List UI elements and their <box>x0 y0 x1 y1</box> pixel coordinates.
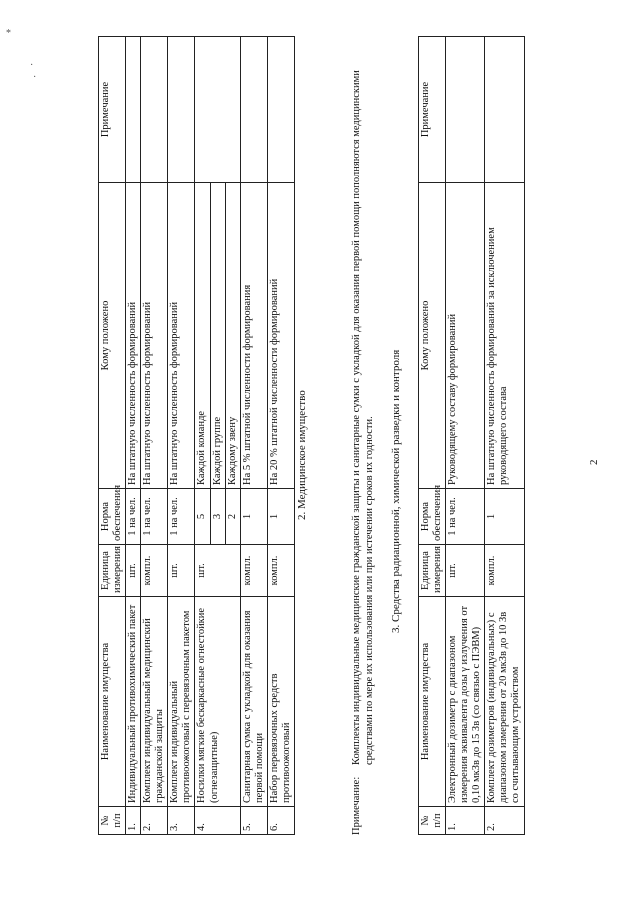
table-header-row <box>99 37 126 835</box>
margin-mark: · <box>33 72 37 83</box>
item-unit: шт. <box>446 545 485 597</box>
item-name: Электронный дозиметр с диапазоном измерения эквивалента дозы γ излучения от 0,10 мкЗв до 15 Зв (со связью с ПЭВМ) <box>446 597 485 807</box>
table-row <box>126 37 141 835</box>
page-number: 2 <box>588 459 600 465</box>
item-recipient: На 5 % штатной численности формирования <box>240 183 267 489</box>
table-row <box>168 37 195 835</box>
item-name: Носилки мягкие бескаркасные огнестойкие (огнезащитные) <box>195 597 240 807</box>
item-recipient: На штатную численность формирований <box>141 183 168 489</box>
item-name: Набор перевязочных средств противоожоговый <box>267 597 294 807</box>
header-cell: Наименование имущества <box>419 597 446 807</box>
radiation-equipment-table <box>418 36 525 835</box>
row-number: 5. <box>240 807 267 835</box>
item-recipient: На штатную численность формирований <box>126 183 141 489</box>
item-recipient: На штатную численность формирований <box>168 183 195 489</box>
margin-mark: · <box>30 60 34 71</box>
item-unit: компл. <box>485 545 524 597</box>
item-norm: 1 на чел. <box>446 489 485 545</box>
item-name: Комплект дозиметров (индивидуальных) с диапазоном измерения от 20 мкЗв до 10 Зв со считывающим устройством <box>485 597 524 807</box>
item-norm: 1 на чел. <box>141 489 168 545</box>
row-number: 4. <box>195 807 240 835</box>
header-cell: Примечание <box>99 37 126 183</box>
table-row <box>485 37 524 835</box>
item-note <box>168 37 195 183</box>
section-3-title: 3. Средства радиационной, химической разведки и контроля <box>390 349 402 633</box>
item-recipient: На 20 % штатной численности формирований <box>267 183 294 489</box>
row-number: 1. <box>446 807 485 835</box>
header-cell: Примечание <box>419 37 446 183</box>
table-row <box>141 37 168 835</box>
table-row <box>240 37 267 835</box>
item-name: Комплект индивидуальный медицинский гражданской защиты <box>141 597 168 807</box>
item-norm: 1 <box>267 489 294 545</box>
table-row <box>267 37 294 835</box>
item-note <box>267 37 294 183</box>
item-unit: шт. <box>126 545 141 597</box>
row-number: 3. <box>168 807 195 835</box>
item-unit: компл. <box>240 545 267 597</box>
item-note <box>195 37 240 183</box>
header-cell: Единица измерения <box>419 545 446 597</box>
item-unit: шт. <box>195 545 240 597</box>
item-name: Комплект индивидуальный противоожоговый с перевязочным пакетом <box>168 597 195 807</box>
item-recipient: Руководящему составу формирований <box>446 183 485 489</box>
section-2-title: 2. Медицинское имущество <box>296 390 308 520</box>
item-norm: 2 <box>225 489 240 545</box>
table-row <box>446 37 485 835</box>
item-norm: 5 <box>195 489 210 545</box>
row-number: 2. <box>485 807 524 835</box>
row-number: 2. <box>141 807 168 835</box>
item-norm: 1 <box>485 489 524 545</box>
item-norm: 1 на чел. <box>168 489 195 545</box>
header-cell: № п/п <box>419 807 446 835</box>
header-cell: Норма обеспечения <box>99 489 126 545</box>
medical-equipment-table <box>98 36 295 835</box>
item-norm: 3 <box>210 489 225 545</box>
header-cell: Кому положено <box>419 183 446 489</box>
item-name: Индивидуальный противохимический пакет <box>126 597 141 807</box>
margin-mark: * <box>6 28 11 39</box>
header-cell: Кому положено <box>99 183 126 489</box>
item-note <box>240 37 267 183</box>
item-unit: компл. <box>141 545 168 597</box>
note-text: Комплекты индивидуальные медицинские гражданской защиты и санитарные сумки с укладкой для оказания первой помощи пополняются медицинскими средствами по мере их использования или при истечении сроков их годности. <box>351 70 376 765</box>
item-recipient: Каждому звену <box>225 183 240 489</box>
table-row <box>195 37 210 835</box>
item-name: Санитарная сумка с укладкой для оказания первой помощи <box>240 597 267 807</box>
item-recipient: На штатную численность формирований за исключением руководящего состава <box>485 183 524 489</box>
item-note <box>485 37 524 183</box>
item-unit: шт. <box>168 545 195 597</box>
row-number: 1. <box>126 807 141 835</box>
item-unit: компл. <box>267 545 294 597</box>
note-label: Примечание: <box>351 776 362 835</box>
row-number: 6. <box>267 807 294 835</box>
item-recipient: Каждой группе <box>210 183 225 489</box>
table-header-row <box>419 37 446 835</box>
header-cell: Единица измерения <box>99 545 126 597</box>
header-cell: Норма обеспечения <box>419 489 446 545</box>
item-recipient: Каждой команде <box>195 183 210 489</box>
item-norm: 1 <box>240 489 267 545</box>
header-cell: № п/п <box>99 807 126 835</box>
item-note <box>126 37 141 183</box>
item-norm: 1 на чел. <box>126 489 141 545</box>
item-note <box>141 37 168 183</box>
header-cell: Наименование имущества <box>99 597 126 807</box>
item-note <box>446 37 485 183</box>
